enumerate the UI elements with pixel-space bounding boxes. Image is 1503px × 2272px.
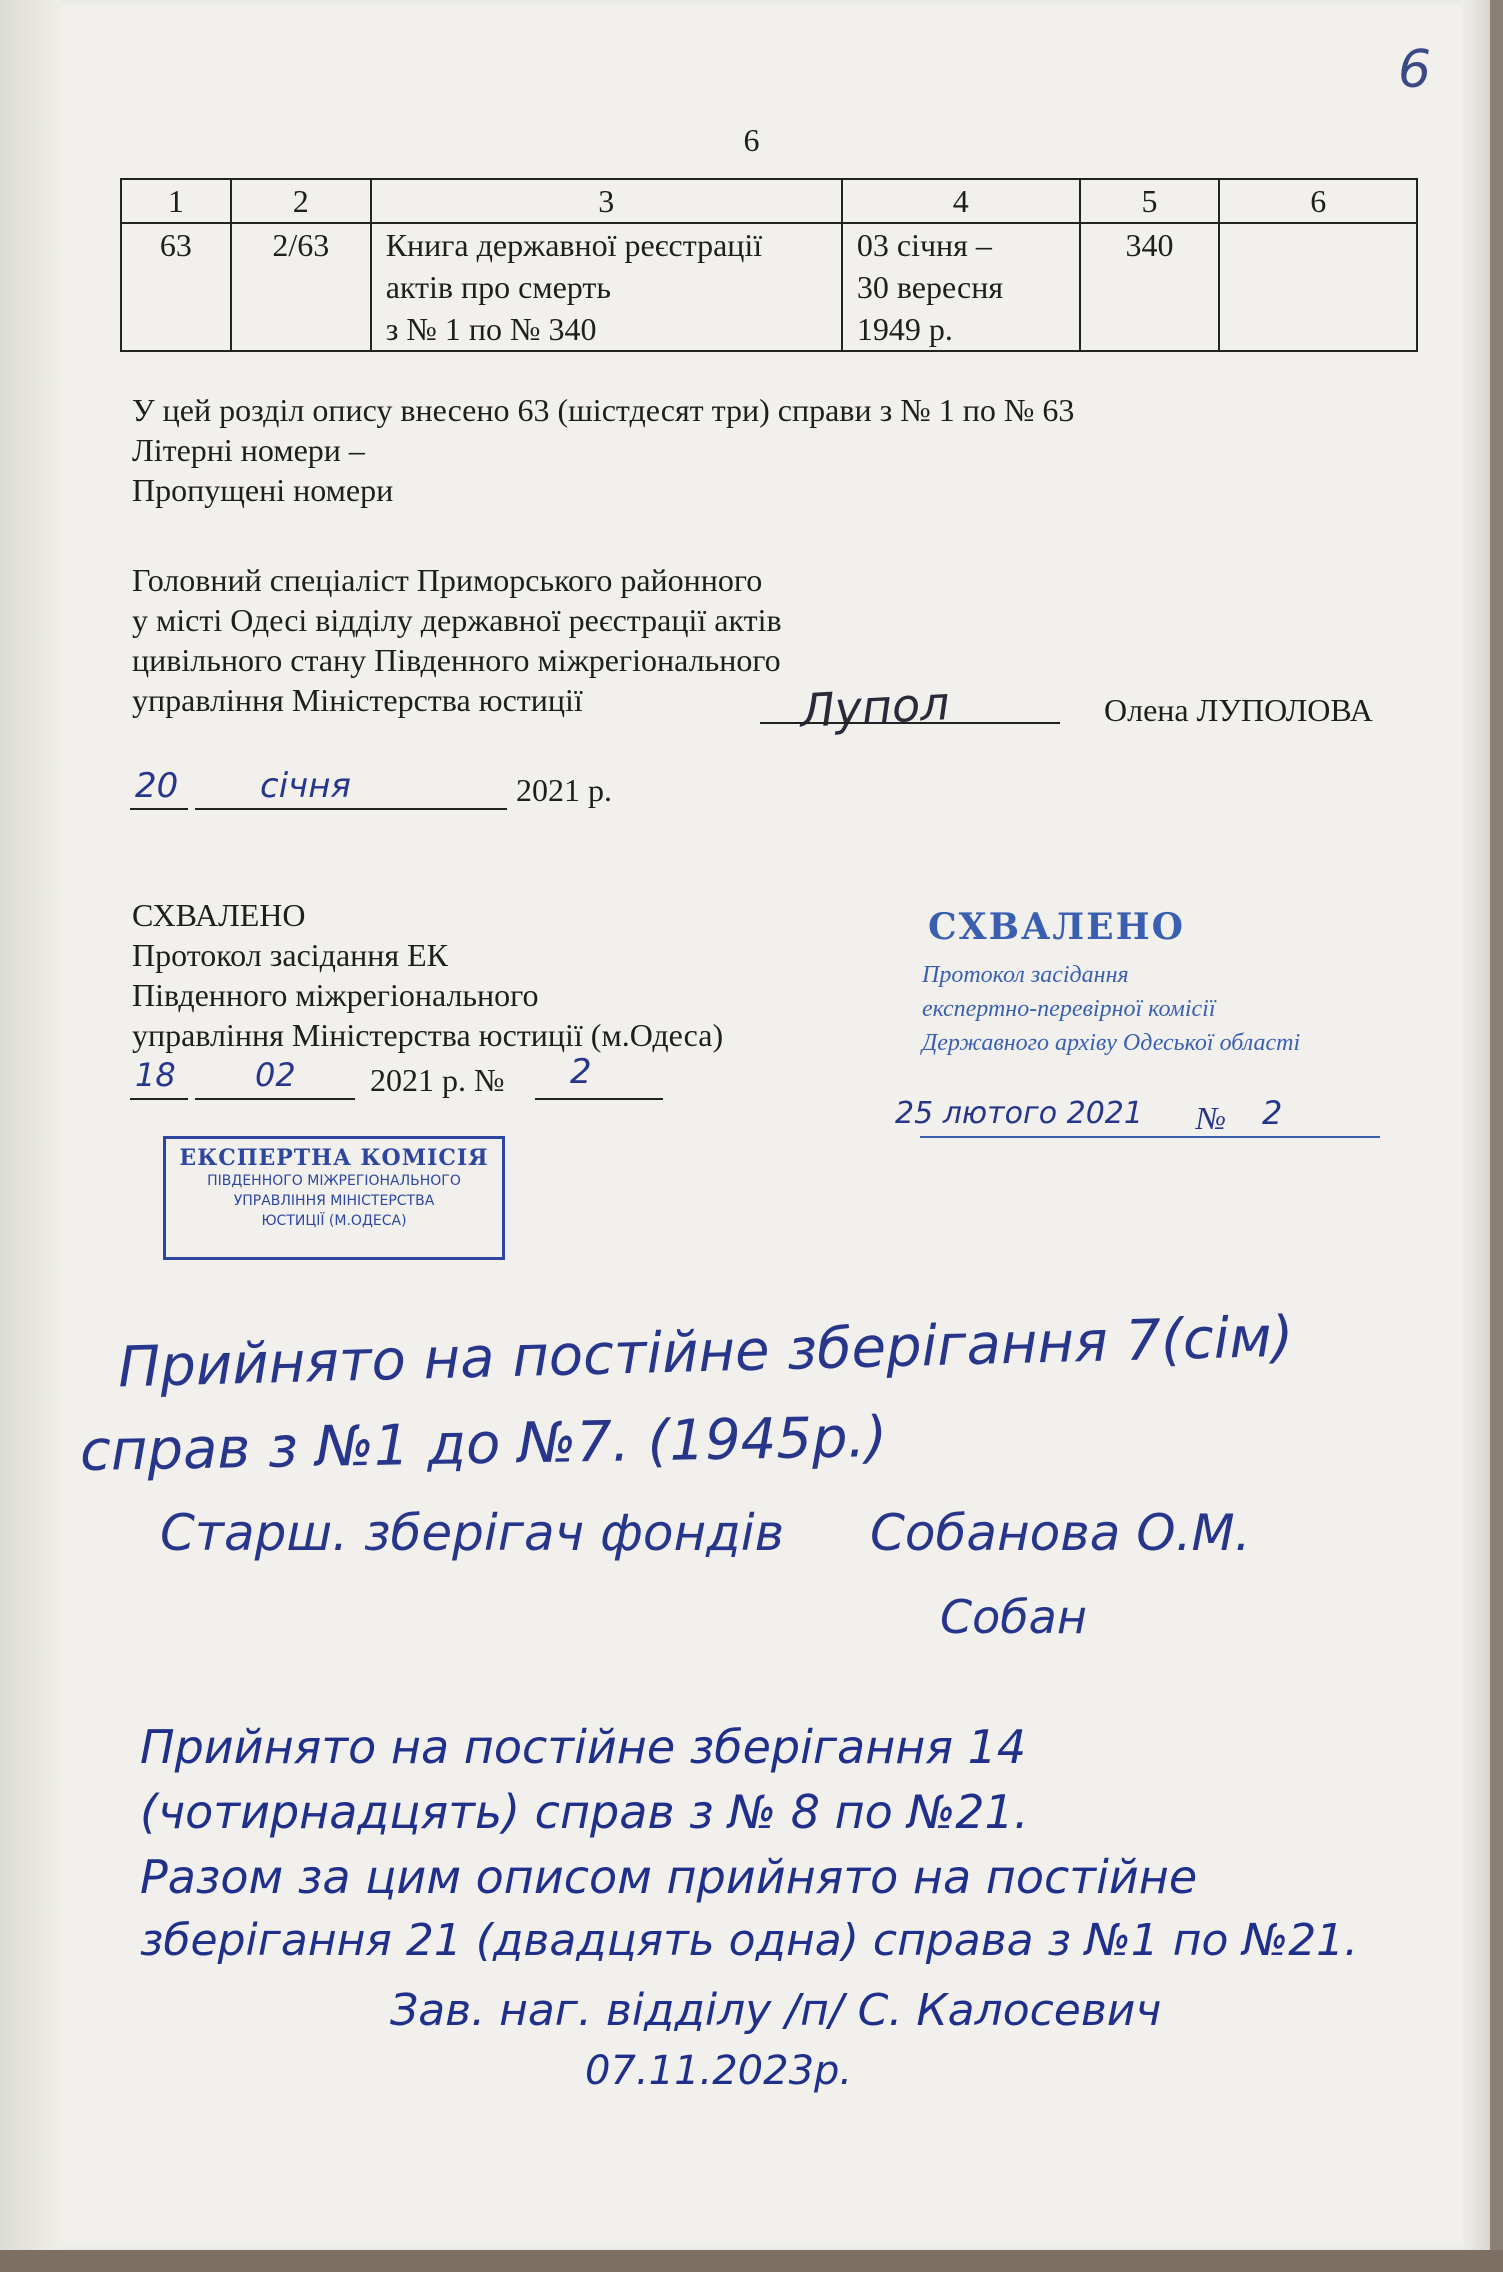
approval-right-no-label: № xyxy=(1196,1100,1227,1136)
cell-index: 2/63 xyxy=(231,223,371,351)
column-header: 2 xyxy=(231,179,371,223)
cell-dates xyxy=(842,223,1080,351)
column-header: 3 xyxy=(371,179,842,223)
page-edge xyxy=(0,0,62,2250)
cell-title-line: з № 1 по № 340 xyxy=(385,311,597,347)
signatory-block xyxy=(132,560,782,720)
page-edge xyxy=(1462,0,1490,2250)
cell-sheets: 340 xyxy=(1080,223,1220,351)
page-number: 6 xyxy=(743,122,760,158)
approval-right-line xyxy=(920,1136,1380,1138)
approval-left-year-no: 2021 р. № xyxy=(370,1062,505,1098)
signature: Лупол xyxy=(798,676,951,738)
handwritten-note: Собанова О.М. xyxy=(870,1504,1251,1562)
handwritten-note: Прийнято на постійне зберігання 14 xyxy=(140,1720,1027,1774)
approval-left-line: Протокол засідання ЕК xyxy=(132,937,448,973)
approval-left-number: 2 xyxy=(570,1052,592,1092)
summary-line: Пропущені номери xyxy=(132,472,394,508)
handwritten-note: Зав. наг. відділу /п/ С. Калосевич xyxy=(390,1985,1162,2036)
approval-stamp-text xyxy=(922,958,1300,1060)
approval-left-day-line xyxy=(130,1098,188,1100)
handwritten-note: Разом за цим описом прийнято на постійне xyxy=(140,1850,1198,1904)
handwritten-note: (чотирнадцять) справ з № 8 по №21. xyxy=(140,1785,1029,1839)
date-month-line xyxy=(195,808,507,810)
approval-left-line: СХВАЛЕНО xyxy=(132,897,306,933)
background-strip xyxy=(0,2250,1503,2272)
handwritten-note: Прийнято на постійне зберігання 7(сім) xyxy=(117,1304,1295,1401)
column-header: 5 xyxy=(1080,179,1220,223)
cell-notes xyxy=(1219,223,1417,351)
approval-stamp-title: СХВАЛЕНО xyxy=(928,906,1185,948)
approval-left-number-line xyxy=(535,1098,663,1100)
date-year: 2021 р. xyxy=(516,772,612,808)
cell-dates-line: 03 січня – xyxy=(856,227,992,263)
approval-right-number: 2 xyxy=(1262,1094,1283,1132)
inventory-table xyxy=(120,178,1418,352)
stamp-line: ПІВДЕННОГО МІЖРЕГІОНАЛЬНОГО xyxy=(207,1173,461,1189)
approval-left-line: Південного міжрегіонального xyxy=(132,977,539,1013)
stamp-line: ЮСТИЦІЇ (М.ОДЕСА) xyxy=(261,1213,407,1229)
date-day: 20 xyxy=(135,766,179,806)
date-month: січня xyxy=(260,766,351,806)
signatory-title-line: управління Міністерства юстиції xyxy=(132,682,583,718)
approval-stamp-line: експертно-перевірної комісії xyxy=(922,996,1216,1022)
stamp-line: УПРАВЛІННЯ МІНІСТЕРСТВА xyxy=(233,1193,435,1209)
date-day-line xyxy=(130,808,188,810)
approval-stamp-line: Державного архіву Одеської області xyxy=(922,1030,1301,1056)
cell-title xyxy=(371,223,842,351)
expert-commission-stamp xyxy=(163,1136,505,1260)
approval-stamp-line: Протокол засідання xyxy=(922,962,1129,988)
column-header: 6 xyxy=(1219,179,1417,223)
handwritten-date: 07.11.2023р. xyxy=(585,2048,853,2094)
approval-left-month: 02 xyxy=(255,1056,296,1094)
stamp-line: ЕКСПЕРТНА КОМІСІЯ xyxy=(179,1145,489,1171)
approval-left-line: управління Міністерства юстиції (м.Одеса) xyxy=(132,1017,724,1053)
summary-line: У цей розділ опису внесено 63 (шістдесят три) справи з № 1 по № 63 xyxy=(132,392,1075,428)
cell-title-line: актів про смерть xyxy=(385,269,611,305)
signatory-name: Олена ЛУПОЛОВА xyxy=(1104,692,1373,728)
approval-right-date: 25 лютого 2021 xyxy=(895,1096,1143,1131)
signatory-title-line: Головний спеціаліст Приморського районного xyxy=(132,562,763,598)
cell-dates-line: 30 вересня xyxy=(856,269,1004,305)
handwritten-note: Старш. зберігач фондів xyxy=(160,1504,785,1562)
column-header: 1 xyxy=(121,179,231,223)
table-row xyxy=(121,223,1417,351)
signature-line xyxy=(760,722,1060,724)
table-header-row xyxy=(121,179,1417,223)
signatory-title-line: цивільного стану Південного міжрегіонального xyxy=(132,642,781,678)
cell-number: 63 xyxy=(121,223,231,351)
summary-block xyxy=(132,390,1074,510)
summary-line: Літерні номери – xyxy=(132,432,365,468)
handwritten-note: зберігання 21 (двадцять одна) справа з №1 по №21. xyxy=(140,1915,1359,1966)
approval-left-day: 18 xyxy=(135,1056,176,1094)
handwritten-note: справ з №1 до №7. (1945р.) xyxy=(79,1404,888,1485)
approval-left xyxy=(132,895,723,1055)
handwritten-signature: Собан xyxy=(940,1590,1087,1644)
approval-left-month-line xyxy=(195,1098,355,1100)
cell-title-line: Книга державної реєстрації xyxy=(385,227,763,263)
column-header: 4 xyxy=(842,179,1080,223)
signatory-title-line: у місті Одесі відділу державної реєстрації актів xyxy=(132,602,782,638)
cell-dates-line: 1949 р. xyxy=(856,311,953,347)
handwritten-page-number: 6 xyxy=(1398,40,1432,100)
